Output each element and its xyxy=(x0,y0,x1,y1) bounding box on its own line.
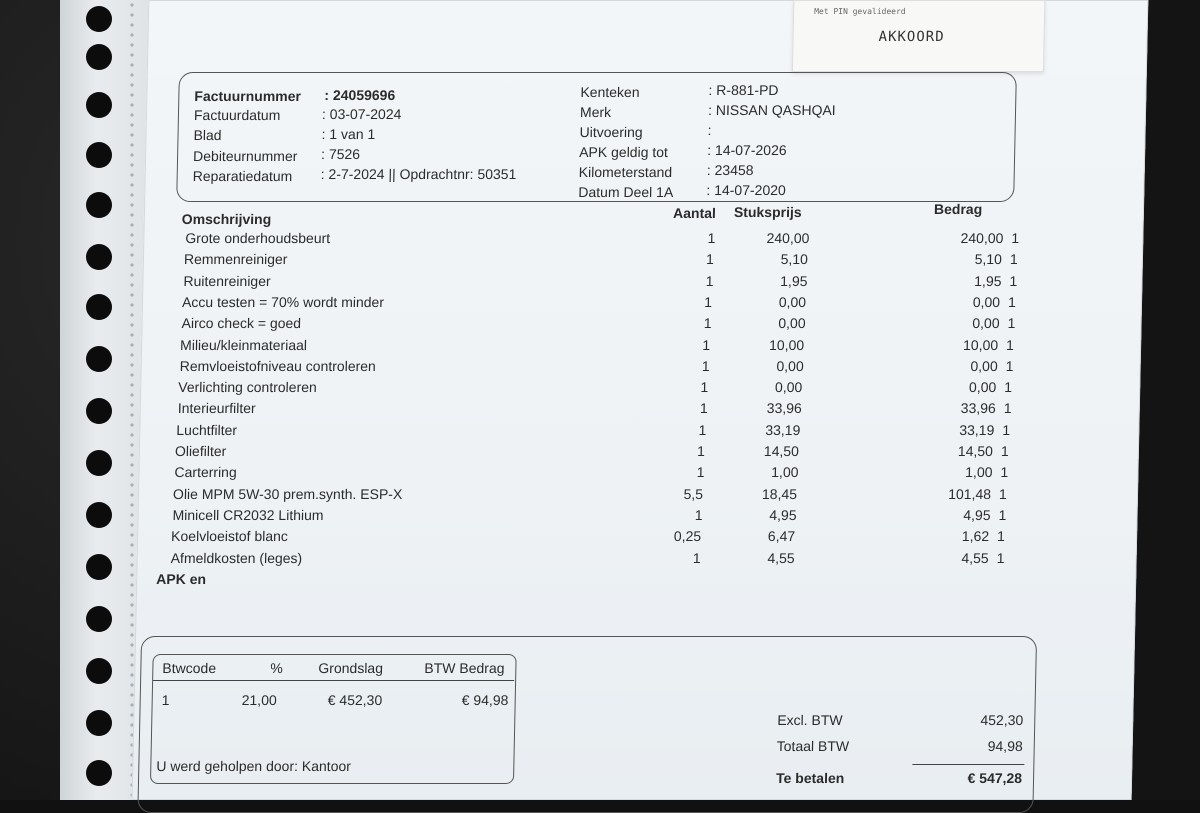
receipt-small-text: Met PIN gevalideerd xyxy=(814,7,906,16)
label-apk-valid: APK geldig tot xyxy=(579,144,669,160)
line-quantity: 1 xyxy=(707,230,716,246)
punch-hole xyxy=(86,92,112,118)
line-vat-code: 1 xyxy=(1011,230,1020,246)
line-amount: 4,95 xyxy=(963,506,991,523)
line-amount: 14,50 xyxy=(957,443,994,459)
punch-hole xyxy=(86,658,112,684)
line-amount: 0,00 xyxy=(972,315,1000,332)
line-quantity: 5,5 xyxy=(683,485,704,502)
punch-hole xyxy=(86,502,112,528)
vat-row-amount: € 94,98 xyxy=(461,692,509,708)
line-unit-price: 5,10 xyxy=(780,251,809,268)
line-vat-code: 1 xyxy=(1005,357,1014,374)
line-amount: 33,19 xyxy=(959,421,995,438)
line-description: Oliefilter xyxy=(174,443,227,459)
invoice-paper xyxy=(132,0,1149,800)
value-date-part-1a: : 14-07-2020 xyxy=(706,182,786,198)
value-license-plate: : R-881-PD xyxy=(708,82,779,98)
line-quantity: 1 xyxy=(700,379,709,396)
line-vat-code: 1 xyxy=(1005,336,1015,353)
line-quantity: 1 xyxy=(702,336,711,353)
line-amount: 33,96 xyxy=(960,400,996,417)
label-debtor-number: Debiteurnummer xyxy=(192,148,298,164)
label-excl-vat: Excl. BTW xyxy=(777,712,843,728)
value-debtor-number: : 7526 xyxy=(320,146,361,162)
line-vat-code: 1 xyxy=(1007,293,1017,310)
punch-hole xyxy=(86,554,112,580)
header-amount: Bedrag xyxy=(933,201,983,217)
vat-row-base: € 452,30 xyxy=(327,692,383,708)
header-quantity: Aantal xyxy=(672,205,717,221)
line-quantity: 0,25 xyxy=(673,528,702,545)
line-amount: 0,00 xyxy=(968,379,997,396)
line-unit-price: 1,95 xyxy=(780,272,808,289)
line-vat-code: 1 xyxy=(1000,443,1009,459)
vat-row-percent: 21,00 xyxy=(241,692,277,708)
vat-header-base: Grondslag xyxy=(318,660,384,676)
punch-hole xyxy=(86,760,112,786)
label-invoice-date: Factuurdatum xyxy=(193,107,281,123)
line-quantity: 1 xyxy=(705,272,714,289)
label-to-pay: Te betalen xyxy=(775,770,845,786)
punch-hole xyxy=(86,710,112,736)
header-unit-price: Stuksprijs xyxy=(733,204,802,220)
line-unit-price: 33,19 xyxy=(765,421,801,438)
line-quantity: 1 xyxy=(699,400,708,417)
line-description: Luchtfilter xyxy=(176,421,238,438)
vat-header-percent: % xyxy=(270,660,284,676)
line-description: Koelvloeistof blanc xyxy=(170,528,289,545)
line-vat-code: 1 xyxy=(996,549,1005,566)
value-mileage: : 23458 xyxy=(706,162,754,178)
line-quantity: 1 xyxy=(696,464,705,481)
value-invoice-date: : 03-07-2024 xyxy=(321,106,402,122)
punch-hole xyxy=(86,450,112,476)
line-amount: 5,10 xyxy=(974,251,1003,268)
line-unit-price: 18,45 xyxy=(761,485,798,502)
line-unit-price: 0,00 xyxy=(776,357,804,374)
line-unit-price: 1,00 xyxy=(771,464,799,481)
line-description: Ruitenreiniger xyxy=(183,272,271,289)
line-amount: 240,00 xyxy=(960,230,1004,246)
line-description: Afmeldkosten (leges) xyxy=(170,549,303,566)
line-unit-price: 0,00 xyxy=(774,379,803,396)
line-amount: 1,95 xyxy=(974,272,1002,289)
line-vat-code: 1 xyxy=(1007,315,1016,332)
value-to-pay: € 547,28 xyxy=(967,770,1023,786)
punch-hole xyxy=(86,244,112,270)
label-total-vat: Totaal BTW xyxy=(776,738,850,754)
line-unit-price: 4,55 xyxy=(767,549,795,566)
receipt-status: AKKOORD xyxy=(878,29,945,45)
label-invoice-number: Factuurnummer xyxy=(194,88,302,104)
line-vat-code: 1 xyxy=(1004,379,1013,396)
line-description: Carterring xyxy=(174,464,237,481)
value-invoice-number: : 24059696 xyxy=(324,87,396,103)
value-page: : 1 van 1 xyxy=(321,126,376,142)
label-brand: Merk xyxy=(579,104,612,120)
line-vat-code: 1 xyxy=(1000,464,1009,481)
line-vat-code: 1 xyxy=(1009,272,1018,289)
line-description: Verlichting controleren xyxy=(178,379,317,396)
line-description: Remvloeistofniveau controleren xyxy=(179,357,376,374)
vat-header-code: Btwcode xyxy=(162,660,217,676)
punch-hole xyxy=(86,398,112,424)
punch-hole xyxy=(86,192,112,218)
pin-receipt xyxy=(792,0,1046,72)
vat-table-divider xyxy=(153,680,514,681)
punch-hole xyxy=(86,606,112,632)
vat-row-code: 1 xyxy=(161,692,170,708)
value-version: : xyxy=(707,122,712,138)
line-vat-code: 1 xyxy=(1003,400,1012,417)
value-excl-vat: 452,30 xyxy=(980,712,1024,728)
line-description: Milieu/kleinmateriaal xyxy=(179,336,308,353)
line-description: Grote onderhoudsbeurt xyxy=(185,230,331,246)
line-description: Minicell CR2032 Lithium xyxy=(172,506,324,523)
value-brand: : NISSAN QASHQAI xyxy=(707,102,836,118)
line-quantity: 1 xyxy=(701,357,710,374)
line-quantity: 1 xyxy=(696,443,706,459)
line-unit-price: 33,96 xyxy=(766,400,802,417)
line-unit-price: 6,47 xyxy=(767,528,796,545)
punch-hole xyxy=(86,44,112,70)
line-description: Interieurfilter xyxy=(177,400,256,417)
helped-by: U werd geholpen door: Kantoor xyxy=(156,758,352,774)
value-total-vat: 94,98 xyxy=(987,738,1023,754)
punch-hole xyxy=(86,6,112,32)
line-quantity: 1 xyxy=(698,421,707,438)
label-version: Uitvoering xyxy=(579,124,643,140)
line-quantity: 1 xyxy=(705,251,715,268)
line-unit-price: 14,50 xyxy=(763,443,800,459)
line-description: Remmenreiniger xyxy=(183,251,288,268)
vat-header-amount: BTW Bedrag xyxy=(424,660,505,676)
line-vat-code: 1 xyxy=(1002,421,1011,438)
line-amount: 4,55 xyxy=(961,549,989,566)
total-divider xyxy=(912,764,1024,765)
line-amount: 0,00 xyxy=(970,357,998,374)
line-amount: 0,00 xyxy=(972,293,1001,310)
label-date-part-1a: Datum Deel 1A xyxy=(578,184,674,200)
punch-hole xyxy=(86,346,112,372)
value-repair-date: : 2-7-2024 || Opdrachtnr: 50351 xyxy=(320,166,517,182)
label-license-plate: Kenteken xyxy=(580,84,640,100)
note-apk: APK en xyxy=(156,571,207,587)
line-unit-price: 4,95 xyxy=(769,506,797,523)
line-unit-price: 0,00 xyxy=(778,315,806,332)
line-quantity: 1 xyxy=(704,293,713,310)
label-page: Blad xyxy=(193,127,222,143)
value-apk-valid: : 14-07-2026 xyxy=(707,142,787,158)
line-amount: 1,62 xyxy=(961,528,990,545)
line-description: Airco check = goed xyxy=(181,315,302,332)
punch-hole xyxy=(86,142,112,168)
label-repair-date: Reparatiedatum xyxy=(192,168,293,184)
line-unit-price: 240,00 xyxy=(766,230,810,246)
line-vat-code: 1 xyxy=(998,485,1008,502)
line-quantity: 1 xyxy=(703,315,712,332)
line-amount: 1,00 xyxy=(965,464,993,481)
line-quantity: 1 xyxy=(692,549,701,566)
line-description: Olie MPM 5W-30 prem.synth. ESP-X xyxy=(172,485,403,502)
line-vat-code: 1 xyxy=(998,506,1007,523)
line-vat-code: 1 xyxy=(996,528,1006,545)
header-description: Omschrijving xyxy=(181,211,272,227)
line-amount: 101,48 xyxy=(948,485,992,502)
line-unit-price: 10,00 xyxy=(768,336,805,353)
line-amount: 10,00 xyxy=(962,336,999,353)
line-unit-price: 0,00 xyxy=(778,293,807,310)
line-description: Accu testen = 70% wordt minder xyxy=(181,293,385,310)
line-quantity: 1 xyxy=(694,506,703,523)
punch-hole xyxy=(86,294,112,320)
line-vat-code: 1 xyxy=(1009,251,1018,268)
label-mileage: Kilometerstand xyxy=(578,164,673,180)
